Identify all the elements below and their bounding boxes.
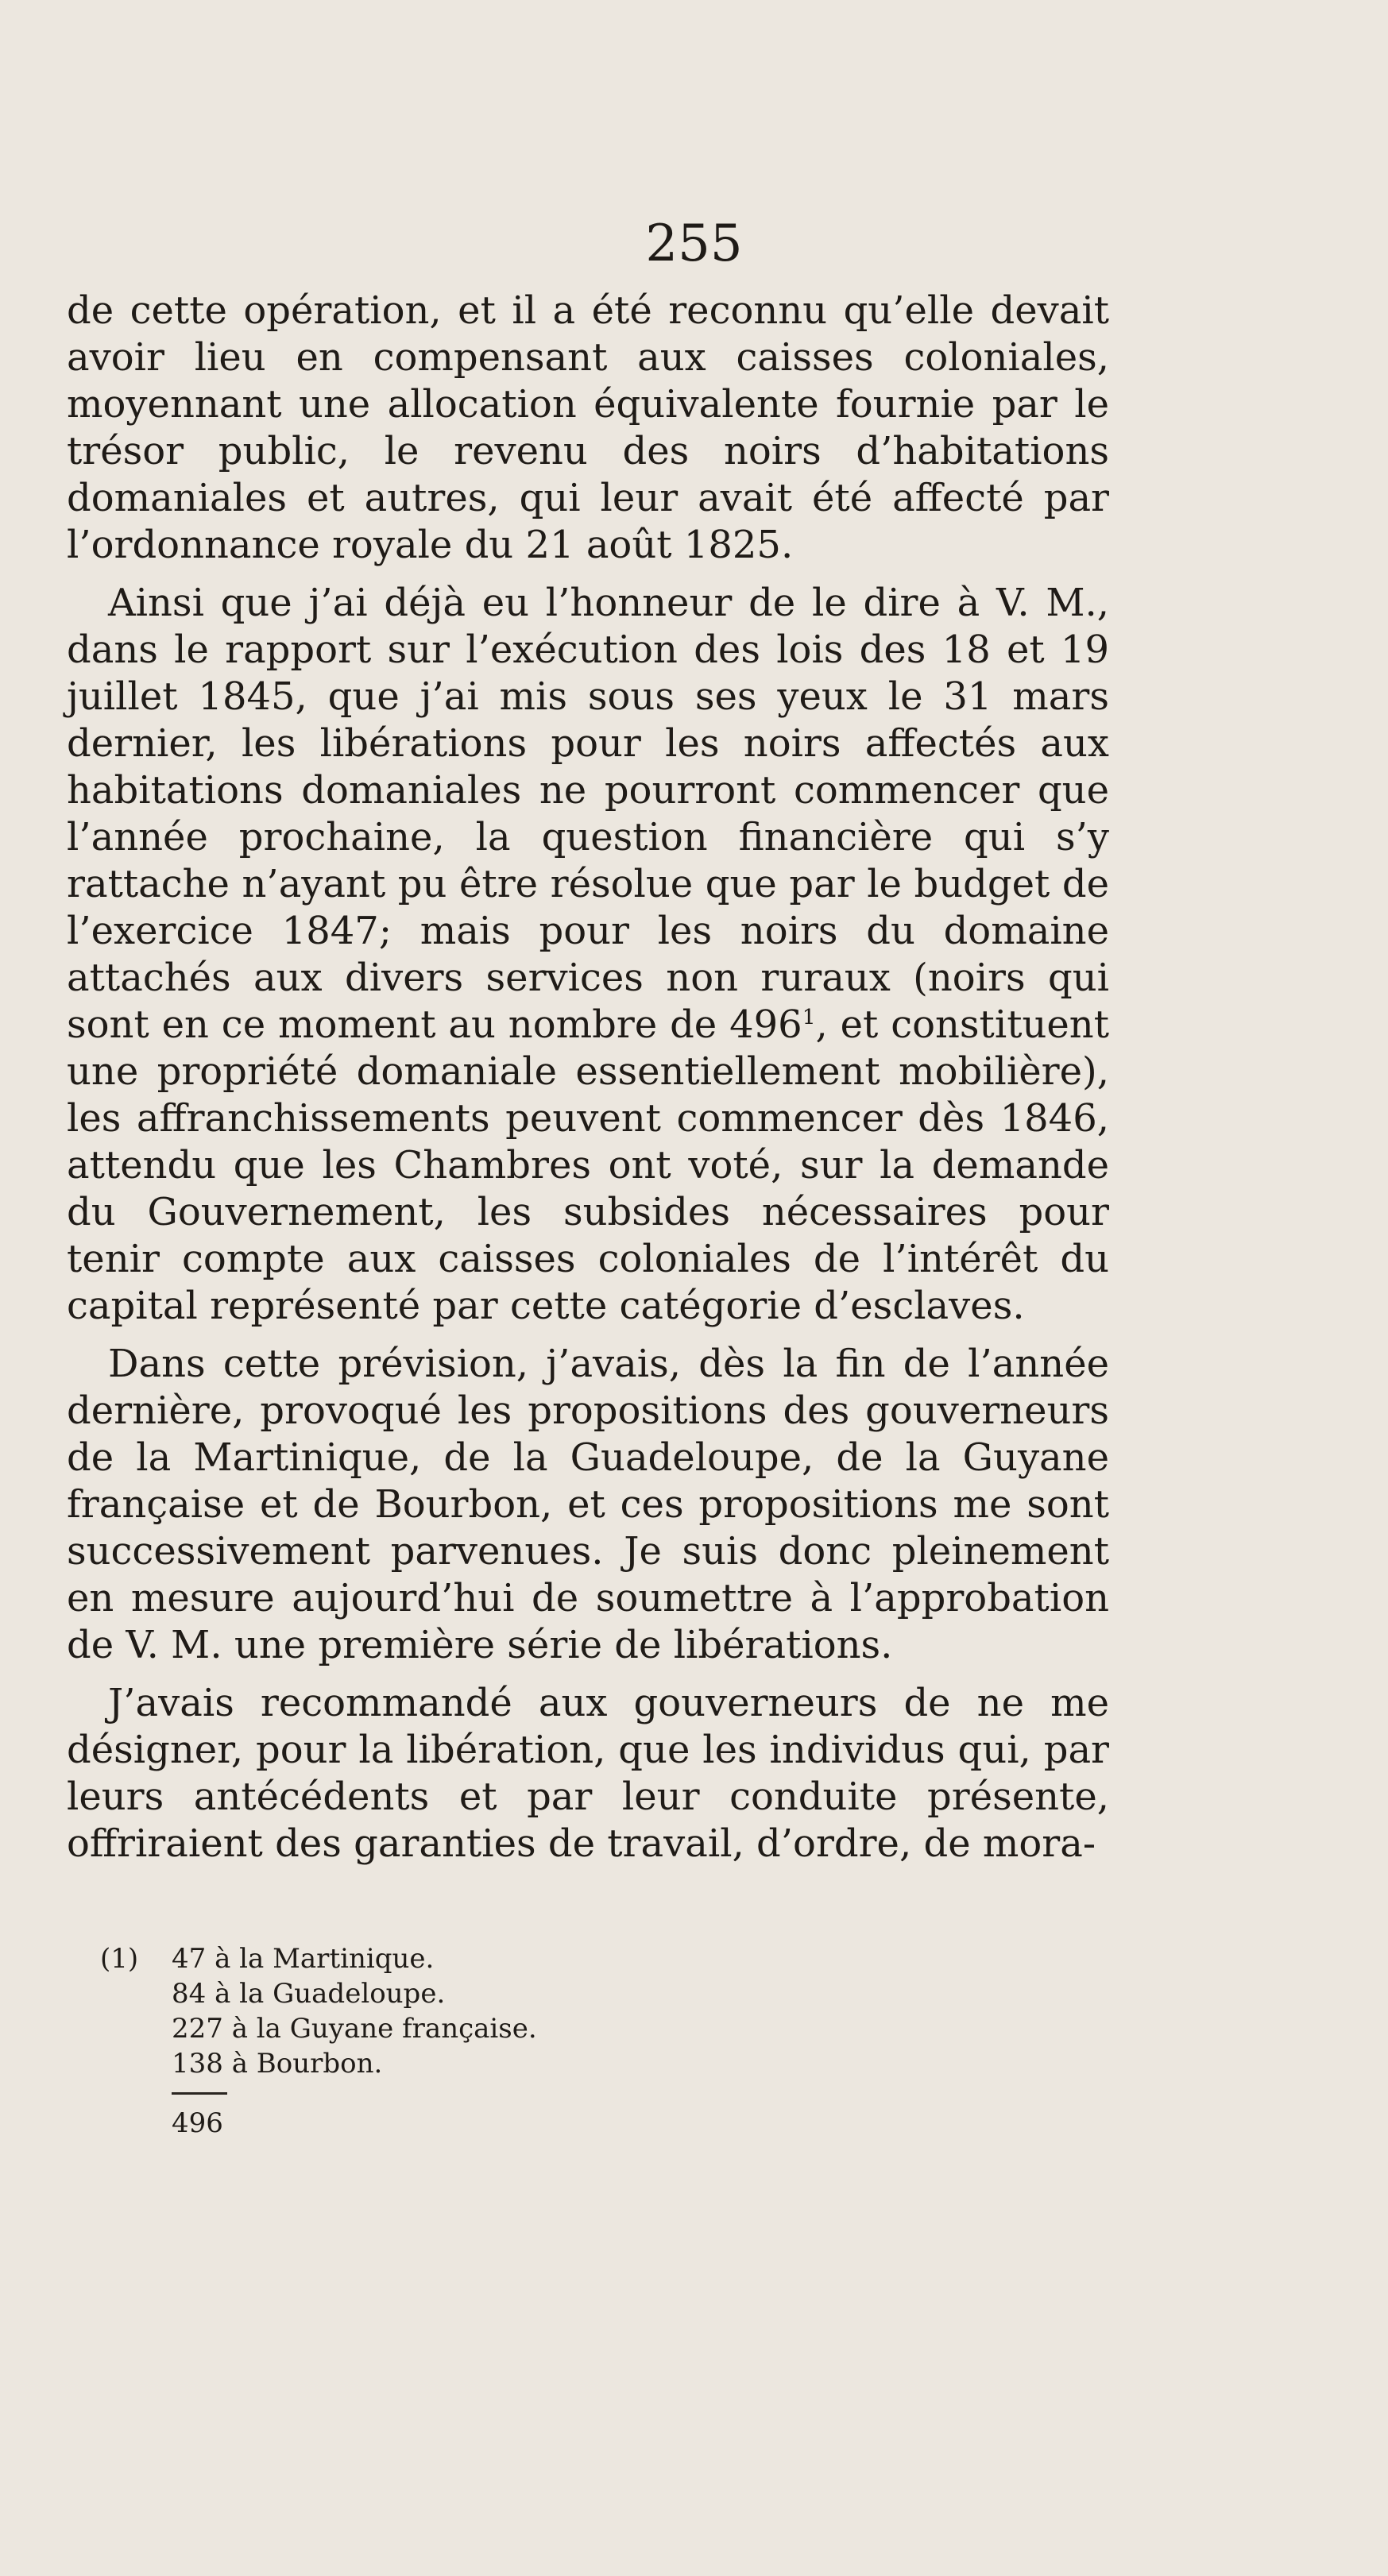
footnote-reference: 1 — [802, 1005, 816, 1029]
paragraph-4: J’avais recommandé aux gouverneurs de ne me désigner, pour la libération, que les individus qui, par leurs antécédents et par leur conduite présente, offriraient des garanties de travail, d’ordre, de mora- — [67, 1681, 1109, 1866]
footnote-marker: (1) — [100, 1943, 139, 1975]
footnote-total: 496 — [172, 2107, 223, 2139]
footnote — [100, 1941, 656, 2141]
paragraph-2-text: Ainsi que j’ai déjà eu l’honneur de le dire à V. M., dans le rapport sur l’exécution des lois des 18 et 19 juillet 1845, que j’ai mis sous ses yeux le 31 mars dernier, les libérations pour les noirs affectés aux habitations domaniales ne pourront commencer que l’année prochaine, la question financière qui s’y rattache n’ayant pu être résolue que par le budget de l’exercice 1847; mais pour les noirs du domaine attachés aux divers services non ruraux (noirs qui sont en ce moment au nombre de 496 — [67, 581, 1109, 1047]
body-text — [67, 288, 1109, 1867]
page-number: 255 — [645, 214, 743, 273]
paragraph-2 — [67, 580, 1109, 1330]
paragraph-2-continuation: , et constituent une propriété domaniale essentiellement mobilière), les affranchissements peuvent commencer dès 1846, attendu que les Chambres ont voté, sur la demande du Gouvernement, les subsides nécessaires pour tenir compte aux caisses coloniales de l’intérêt du capital représenté par cette catégorie d’esclaves. — [67, 1002, 1110, 1328]
paragraph-1: de cette opération, et il a été reconnu qu’elle devait avoir lieu en compensant aux caisses coloniales, moyennant une allocation équivalente fournie par le trésor public, le revenu des noirs d’habitations domaniales et autres, qui leur avait été affecté par l’ordonnance royale du 21 août 1825. — [67, 288, 1109, 567]
footnote-line-text: 47 à la Martinique. — [172, 1943, 435, 1975]
footnote-line-3: 227 à la Guyane française. — [172, 2013, 537, 2045]
footnote-sum-rule — [172, 2092, 227, 2095]
paragraph-3: Dans cette prévision, j’avais, dès la fin de l’année dernière, provoqué les propositions des gouverneurs de la Martinique, de la Guadeloupe, de la Guyane française et de Bourbon, et ces propositions me sont successivement parvenues. Je suis donc pleinement en mesure aujourd’hui de soumettre à l’approbation de V. M. une première série de libérations. — [67, 1342, 1109, 1667]
footnote-line-2: 84 à la Guadeloupe. — [172, 1978, 446, 2010]
footnote-line-4: 138 à Bourbon. — [172, 2048, 383, 2080]
footnote-line-1 — [100, 1941, 656, 1976]
